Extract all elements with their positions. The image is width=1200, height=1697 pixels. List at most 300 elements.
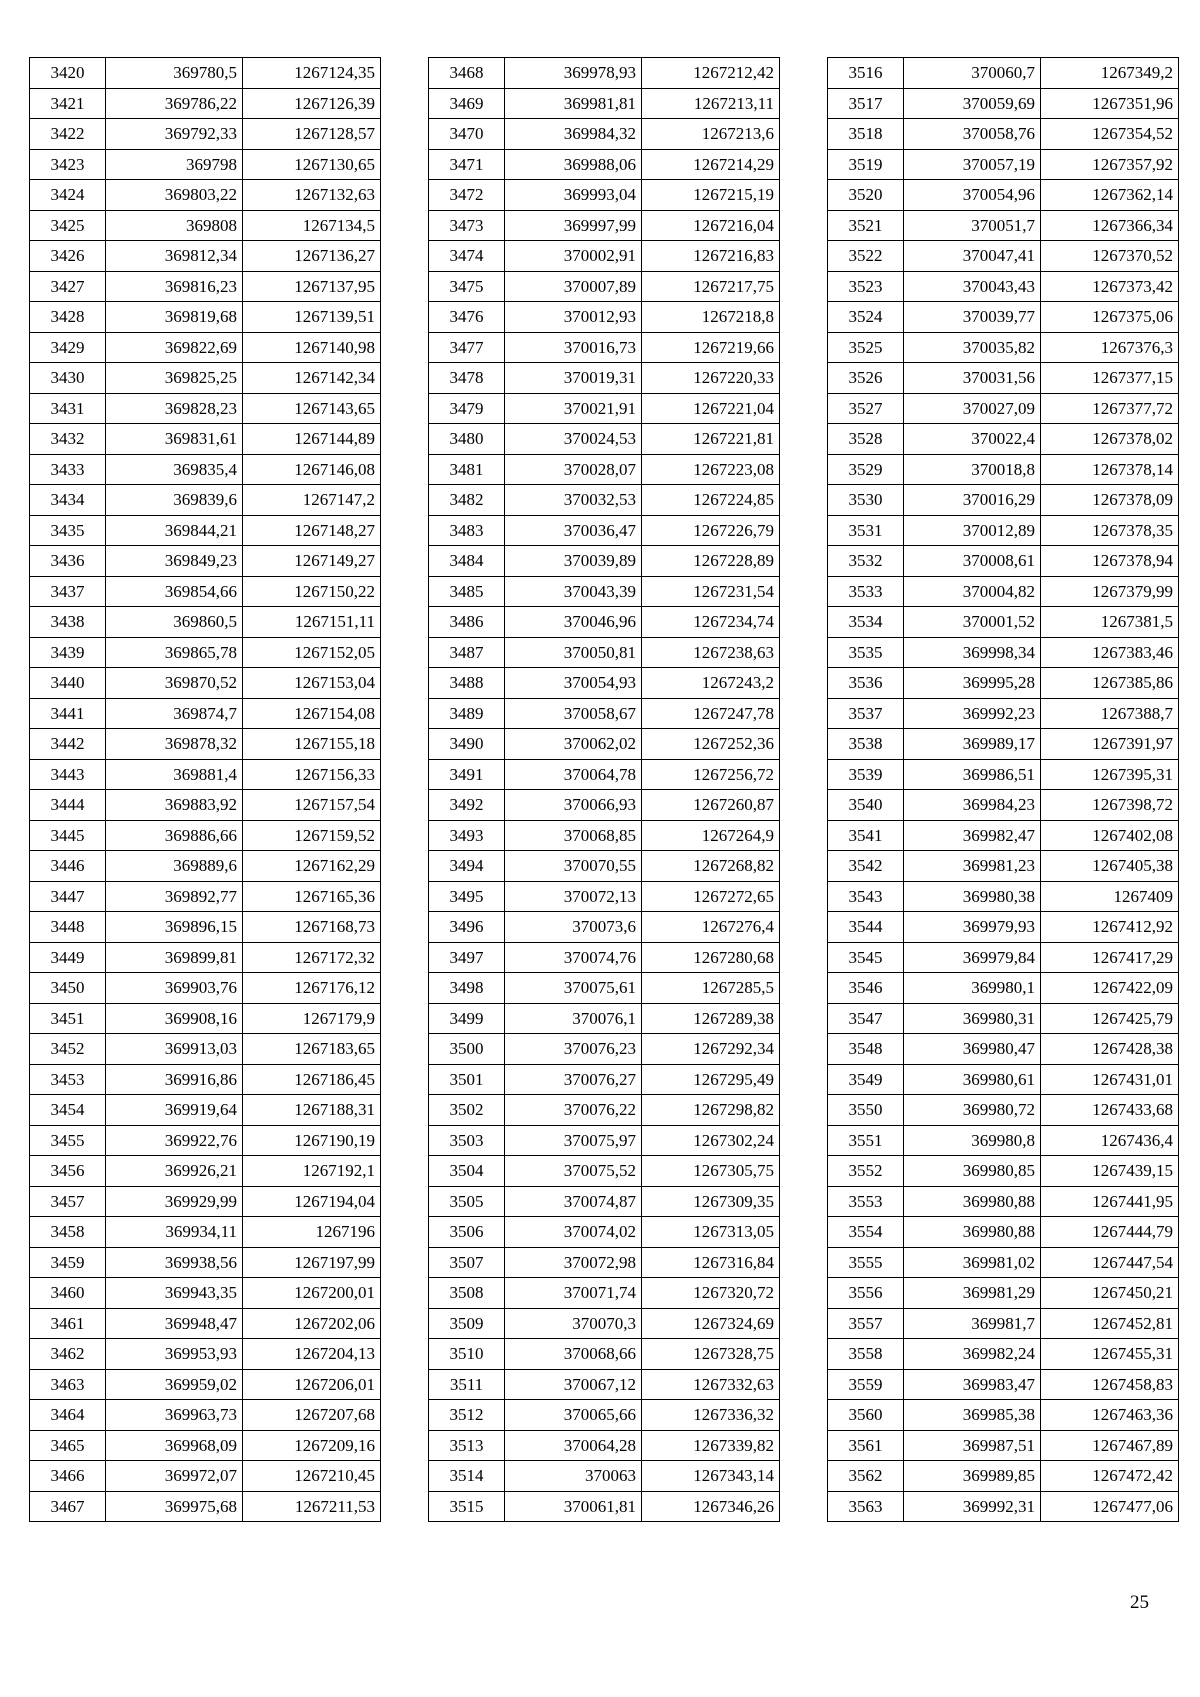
table-row <box>30 912 381 943</box>
x-coordinate-cell: 370070,55 <box>505 851 642 882</box>
x-coordinate-cell: 369984,32 <box>505 119 642 150</box>
point-number-cell: 3533 <box>828 576 904 607</box>
x-coordinate-cell: 369980,85 <box>904 1156 1041 1187</box>
table-row <box>828 1461 1179 1492</box>
x-coordinate-cell: 369916,86 <box>106 1064 243 1095</box>
x-coordinate-cell: 369997,99 <box>505 210 642 241</box>
table-row <box>429 1339 780 1370</box>
x-coordinate-cell: 369980,61 <box>904 1064 1041 1095</box>
point-number-cell: 3455 <box>30 1125 106 1156</box>
table-row <box>429 942 780 973</box>
table-row <box>429 58 780 89</box>
y-coordinate-cell: 1267351,96 <box>1041 88 1179 119</box>
point-number-cell: 3433 <box>30 454 106 485</box>
table-row <box>429 912 780 943</box>
point-number-cell: 3428 <box>30 302 106 333</box>
x-coordinate-cell: 370001,52 <box>904 607 1041 638</box>
y-coordinate-cell: 1267472,42 <box>1041 1461 1179 1492</box>
point-number-cell: 3487 <box>429 637 505 668</box>
y-coordinate-cell: 1267405,38 <box>1041 851 1179 882</box>
point-number-cell: 3515 <box>429 1491 505 1522</box>
y-coordinate-cell: 1267188,31 <box>243 1095 381 1126</box>
table-row <box>429 515 780 546</box>
point-number-cell: 3427 <box>30 271 106 302</box>
table-row <box>828 1247 1179 1278</box>
y-coordinate-cell: 1267452,81 <box>1041 1308 1179 1339</box>
point-number-cell: 3485 <box>429 576 505 607</box>
point-number-cell: 3447 <box>30 881 106 912</box>
x-coordinate-cell: 369926,21 <box>106 1156 243 1187</box>
y-coordinate-cell: 1267458,83 <box>1041 1369 1179 1400</box>
point-number-cell: 3514 <box>429 1461 505 1492</box>
table-row <box>30 942 381 973</box>
x-coordinate-cell: 370075,52 <box>505 1156 642 1187</box>
point-number-cell: 3512 <box>429 1400 505 1431</box>
x-coordinate-cell: 369998,34 <box>904 637 1041 668</box>
table-row <box>30 790 381 821</box>
point-number-cell: 3507 <box>429 1247 505 1278</box>
point-number-cell: 3553 <box>828 1186 904 1217</box>
table-row <box>828 1400 1179 1431</box>
x-coordinate-cell: 370075,61 <box>505 973 642 1004</box>
y-coordinate-cell: 1267377,15 <box>1041 363 1179 394</box>
table-row <box>30 1095 381 1126</box>
x-coordinate-cell: 370050,81 <box>505 637 642 668</box>
point-number-cell: 3555 <box>828 1247 904 1278</box>
table-row <box>828 363 1179 394</box>
point-number-cell: 3459 <box>30 1247 106 1278</box>
y-coordinate-cell: 1267165,36 <box>243 881 381 912</box>
x-coordinate-cell: 370074,02 <box>505 1217 642 1248</box>
point-number-cell: 3423 <box>30 149 106 180</box>
point-number-cell: 3480 <box>429 424 505 455</box>
x-coordinate-cell: 369860,5 <box>106 607 243 638</box>
y-coordinate-cell: 1267373,42 <box>1041 271 1179 302</box>
y-coordinate-cell: 1267190,19 <box>243 1125 381 1156</box>
table-row <box>30 1308 381 1339</box>
table-row <box>429 1095 780 1126</box>
point-number-cell: 3431 <box>30 393 106 424</box>
point-number-cell: 3476 <box>429 302 505 333</box>
y-coordinate-cell: 1267134,5 <box>243 210 381 241</box>
y-coordinate-cell: 1267378,02 <box>1041 424 1179 455</box>
y-coordinate-cell: 1267450,21 <box>1041 1278 1179 1309</box>
y-coordinate-cell: 1267309,35 <box>642 1186 780 1217</box>
table-row <box>429 332 780 363</box>
table-row <box>30 973 381 1004</box>
x-coordinate-cell: 370071,74 <box>505 1278 642 1309</box>
y-coordinate-cell: 1267224,85 <box>642 485 780 516</box>
table-row <box>429 210 780 241</box>
point-number-cell: 3439 <box>30 637 106 668</box>
x-coordinate-cell: 369938,56 <box>106 1247 243 1278</box>
point-number-cell: 3498 <box>429 973 505 1004</box>
y-coordinate-cell: 1267226,79 <box>642 515 780 546</box>
table-row <box>828 1034 1179 1065</box>
x-coordinate-cell: 370021,91 <box>505 393 642 424</box>
table-row <box>429 302 780 333</box>
x-coordinate-cell: 369979,93 <box>904 912 1041 943</box>
y-coordinate-cell: 1267206,01 <box>243 1369 381 1400</box>
y-coordinate-cell: 1267234,74 <box>642 607 780 638</box>
point-number-cell: 3488 <box>429 668 505 699</box>
x-coordinate-cell: 369886,66 <box>106 820 243 851</box>
x-coordinate-cell: 369792,33 <box>106 119 243 150</box>
x-coordinate-cell: 370012,89 <box>904 515 1041 546</box>
x-coordinate-cell: 370063 <box>505 1461 642 1492</box>
table-row <box>30 1064 381 1095</box>
x-coordinate-cell: 369980,1 <box>904 973 1041 1004</box>
table-row <box>30 1003 381 1034</box>
x-coordinate-cell: 369981,29 <box>904 1278 1041 1309</box>
y-coordinate-cell: 1267213,11 <box>642 88 780 119</box>
y-coordinate-cell: 1267436,4 <box>1041 1125 1179 1156</box>
y-coordinate-cell: 1267218,8 <box>642 302 780 333</box>
table-row <box>429 393 780 424</box>
y-coordinate-cell: 1267221,04 <box>642 393 780 424</box>
x-coordinate-cell: 369929,99 <box>106 1186 243 1217</box>
table-row <box>30 729 381 760</box>
y-coordinate-cell: 1267140,98 <box>243 332 381 363</box>
x-coordinate-cell: 370075,97 <box>505 1125 642 1156</box>
y-coordinate-cell: 1267313,05 <box>642 1217 780 1248</box>
table-row <box>828 393 1179 424</box>
point-number-cell: 3500 <box>429 1034 505 1065</box>
x-coordinate-cell: 369979,84 <box>904 942 1041 973</box>
y-coordinate-cell: 1267433,68 <box>1041 1095 1179 1126</box>
y-coordinate-cell: 1267316,84 <box>642 1247 780 1278</box>
table-row <box>30 546 381 577</box>
y-coordinate-cell: 1267302,24 <box>642 1125 780 1156</box>
y-coordinate-cell: 1267126,39 <box>243 88 381 119</box>
point-number-cell: 3460 <box>30 1278 106 1309</box>
point-number-cell: 3475 <box>429 271 505 302</box>
table-row <box>30 607 381 638</box>
y-coordinate-cell: 1267212,42 <box>642 58 780 89</box>
table-row <box>828 454 1179 485</box>
x-coordinate-cell: 369986,51 <box>904 759 1041 790</box>
point-number-cell: 3513 <box>429 1430 505 1461</box>
x-coordinate-cell: 369849,23 <box>106 546 243 577</box>
table-row <box>30 58 381 89</box>
x-coordinate-cell: 370058,67 <box>505 698 642 729</box>
table-row <box>429 546 780 577</box>
point-number-cell: 3472 <box>429 180 505 211</box>
y-coordinate-cell: 1267197,99 <box>243 1247 381 1278</box>
y-coordinate-cell: 1267289,38 <box>642 1003 780 1034</box>
x-coordinate-cell: 369980,72 <box>904 1095 1041 1126</box>
point-number-cell: 3508 <box>429 1278 505 1309</box>
point-number-cell: 3550 <box>828 1095 904 1126</box>
point-number-cell: 3522 <box>828 241 904 272</box>
x-coordinate-cell: 370064,28 <box>505 1430 642 1461</box>
point-number-cell: 3516 <box>828 58 904 89</box>
table-row <box>828 1003 1179 1034</box>
y-coordinate-cell: 1267425,79 <box>1041 1003 1179 1034</box>
y-coordinate-cell: 1267391,97 <box>1041 729 1179 760</box>
y-coordinate-cell: 1267357,92 <box>1041 149 1179 180</box>
point-number-cell: 3465 <box>30 1430 106 1461</box>
point-number-cell: 3537 <box>828 698 904 729</box>
point-number-cell: 3444 <box>30 790 106 821</box>
x-coordinate-cell: 369903,76 <box>106 973 243 1004</box>
x-coordinate-cell: 370028,07 <box>505 454 642 485</box>
table-row <box>429 1400 780 1431</box>
table-row <box>828 271 1179 302</box>
point-number-cell: 3523 <box>828 271 904 302</box>
table-row <box>30 1400 381 1431</box>
y-coordinate-cell: 1267142,34 <box>243 363 381 394</box>
table-row <box>828 790 1179 821</box>
point-number-cell: 3464 <box>30 1400 106 1431</box>
table-row <box>30 1186 381 1217</box>
y-coordinate-cell: 1267398,72 <box>1041 790 1179 821</box>
y-coordinate-cell: 1267431,01 <box>1041 1064 1179 1095</box>
table-row <box>30 759 381 790</box>
table-row <box>429 637 780 668</box>
table-row <box>828 1430 1179 1461</box>
table-row <box>828 424 1179 455</box>
x-coordinate-cell: 369892,77 <box>106 881 243 912</box>
y-coordinate-cell: 1267378,09 <box>1041 485 1179 516</box>
x-coordinate-cell: 369980,8 <box>904 1125 1041 1156</box>
y-coordinate-cell: 1267260,87 <box>642 790 780 821</box>
point-number-cell: 3557 <box>828 1308 904 1339</box>
y-coordinate-cell: 1267455,31 <box>1041 1339 1179 1370</box>
table-row <box>429 1247 780 1278</box>
y-coordinate-cell: 1267196 <box>243 1217 381 1248</box>
table-row <box>429 576 780 607</box>
x-coordinate-cell: 369948,47 <box>106 1308 243 1339</box>
y-coordinate-cell: 1267124,35 <box>243 58 381 89</box>
x-coordinate-cell: 370039,89 <box>505 546 642 577</box>
point-number-cell: 3425 <box>30 210 106 241</box>
y-coordinate-cell: 1267324,69 <box>642 1308 780 1339</box>
table-row <box>429 1217 780 1248</box>
point-number-cell: 3497 <box>429 942 505 973</box>
x-coordinate-cell: 369908,16 <box>106 1003 243 1034</box>
point-number-cell: 3559 <box>828 1369 904 1400</box>
y-coordinate-cell: 1267194,04 <box>243 1186 381 1217</box>
x-coordinate-cell: 370064,78 <box>505 759 642 790</box>
table-row <box>429 454 780 485</box>
y-coordinate-cell: 1267385,86 <box>1041 668 1179 699</box>
y-coordinate-cell: 1267216,83 <box>642 241 780 272</box>
point-number-cell: 3466 <box>30 1461 106 1492</box>
table-row <box>429 790 780 821</box>
table-row <box>30 332 381 363</box>
table-row <box>429 668 780 699</box>
point-number-cell: 3440 <box>30 668 106 699</box>
x-coordinate-cell: 370072,98 <box>505 1247 642 1278</box>
y-coordinate-cell: 1267151,11 <box>243 607 381 638</box>
y-coordinate-cell: 1267130,65 <box>243 149 381 180</box>
table-row <box>828 942 1179 973</box>
point-number-cell: 3561 <box>828 1430 904 1461</box>
x-coordinate-cell: 370057,19 <box>904 149 1041 180</box>
y-coordinate-cell: 1267152,05 <box>243 637 381 668</box>
point-number-cell: 3442 <box>30 729 106 760</box>
point-number-cell: 3441 <box>30 698 106 729</box>
table-row <box>429 1186 780 1217</box>
y-coordinate-cell: 1267370,52 <box>1041 241 1179 272</box>
x-coordinate-cell: 370074,87 <box>505 1186 642 1217</box>
x-coordinate-cell: 370066,93 <box>505 790 642 821</box>
table-row <box>429 424 780 455</box>
x-coordinate-cell: 369819,68 <box>106 302 243 333</box>
x-coordinate-cell: 370027,09 <box>904 393 1041 424</box>
x-coordinate-cell: 369975,68 <box>106 1491 243 1522</box>
point-number-cell: 3521 <box>828 210 904 241</box>
y-coordinate-cell: 1267376,3 <box>1041 332 1179 363</box>
y-coordinate-cell: 1267186,45 <box>243 1064 381 1095</box>
point-number-cell: 3489 <box>429 698 505 729</box>
y-coordinate-cell: 1267298,82 <box>642 1095 780 1126</box>
y-coordinate-cell: 1267204,13 <box>243 1339 381 1370</box>
coordinates-table-body <box>828 58 1179 1522</box>
point-number-cell: 3505 <box>429 1186 505 1217</box>
x-coordinate-cell: 369874,7 <box>106 698 243 729</box>
y-coordinate-cell: 1267215,19 <box>642 180 780 211</box>
table-row <box>30 1217 381 1248</box>
point-number-cell: 3492 <box>429 790 505 821</box>
point-number-cell: 3426 <box>30 241 106 272</box>
x-coordinate-cell: 369989,17 <box>904 729 1041 760</box>
point-number-cell: 3422 <box>30 119 106 150</box>
table-row <box>828 485 1179 516</box>
y-coordinate-cell: 1267200,01 <box>243 1278 381 1309</box>
y-coordinate-cell: 1267149,27 <box>243 546 381 577</box>
table-row <box>30 424 381 455</box>
x-coordinate-cell: 370043,39 <box>505 576 642 607</box>
x-coordinate-cell: 370004,82 <box>904 576 1041 607</box>
y-coordinate-cell: 1267146,08 <box>243 454 381 485</box>
point-number-cell: 3461 <box>30 1308 106 1339</box>
x-coordinate-cell: 369881,4 <box>106 759 243 790</box>
y-coordinate-cell: 1267128,57 <box>243 119 381 150</box>
table-row <box>828 119 1179 150</box>
table-row <box>828 973 1179 1004</box>
y-coordinate-cell: 1267155,18 <box>243 729 381 760</box>
y-coordinate-cell: 1267378,14 <box>1041 454 1179 485</box>
x-coordinate-cell: 369982,47 <box>904 820 1041 851</box>
table-row <box>828 1156 1179 1187</box>
y-coordinate-cell: 1267216,04 <box>642 210 780 241</box>
y-coordinate-cell: 1267207,68 <box>243 1400 381 1431</box>
table-row <box>429 88 780 119</box>
x-coordinate-cell: 369981,7 <box>904 1308 1041 1339</box>
table-row <box>429 363 780 394</box>
y-coordinate-cell: 1267192,1 <box>243 1156 381 1187</box>
point-number-cell: 3463 <box>30 1369 106 1400</box>
table-row <box>828 1064 1179 1095</box>
table-row <box>429 485 780 516</box>
point-number-cell: 3434 <box>30 485 106 516</box>
x-coordinate-cell: 369839,6 <box>106 485 243 516</box>
y-coordinate-cell: 1267221,81 <box>642 424 780 455</box>
x-coordinate-cell: 369981,23 <box>904 851 1041 882</box>
y-coordinate-cell: 1267447,54 <box>1041 1247 1179 1278</box>
table-row <box>30 698 381 729</box>
x-coordinate-cell: 370068,85 <box>505 820 642 851</box>
x-coordinate-cell: 370062,02 <box>505 729 642 760</box>
point-number-cell: 3479 <box>429 393 505 424</box>
point-number-cell: 3510 <box>429 1339 505 1370</box>
point-number-cell: 3451 <box>30 1003 106 1034</box>
point-number-cell: 3501 <box>429 1064 505 1095</box>
y-coordinate-cell: 1267467,89 <box>1041 1430 1179 1461</box>
table-row <box>828 820 1179 851</box>
point-number-cell: 3468 <box>429 58 505 89</box>
x-coordinate-cell: 370016,29 <box>904 485 1041 516</box>
table-row <box>30 1430 381 1461</box>
table-row <box>30 485 381 516</box>
point-number-cell: 3542 <box>828 851 904 882</box>
point-number-cell: 3549 <box>828 1064 904 1095</box>
y-coordinate-cell: 1267148,27 <box>243 515 381 546</box>
x-coordinate-cell: 370059,69 <box>904 88 1041 119</box>
table-row <box>429 1369 780 1400</box>
table-row <box>828 1125 1179 1156</box>
y-coordinate-cell: 1267441,95 <box>1041 1186 1179 1217</box>
x-coordinate-cell: 369822,69 <box>106 332 243 363</box>
table-row <box>429 1064 780 1095</box>
x-coordinate-cell: 369980,31 <box>904 1003 1041 1034</box>
y-coordinate-cell: 1267213,6 <box>642 119 780 150</box>
x-coordinate-cell: 369984,23 <box>904 790 1041 821</box>
x-coordinate-cell: 369987,51 <box>904 1430 1041 1461</box>
x-coordinate-cell: 369919,64 <box>106 1095 243 1126</box>
point-number-cell: 3450 <box>30 973 106 1004</box>
x-coordinate-cell: 369980,47 <box>904 1034 1041 1065</box>
y-coordinate-cell: 1267412,92 <box>1041 912 1179 943</box>
point-number-cell: 3471 <box>429 149 505 180</box>
coordinates-table-2 <box>428 57 780 1522</box>
x-coordinate-cell: 369889,6 <box>106 851 243 882</box>
point-number-cell: 3532 <box>828 546 904 577</box>
x-coordinate-cell: 369803,22 <box>106 180 243 211</box>
y-coordinate-cell: 1267136,27 <box>243 241 381 272</box>
y-coordinate-cell: 1267336,32 <box>642 1400 780 1431</box>
x-coordinate-cell: 369985,38 <box>904 1400 1041 1431</box>
y-coordinate-cell: 1267378,94 <box>1041 546 1179 577</box>
table-row <box>429 271 780 302</box>
point-number-cell: 3437 <box>30 576 106 607</box>
table-row <box>828 759 1179 790</box>
coordinates-table-1 <box>29 57 381 1522</box>
x-coordinate-cell: 370019,31 <box>505 363 642 394</box>
x-coordinate-cell: 369816,23 <box>106 271 243 302</box>
point-number-cell: 3563 <box>828 1491 904 1522</box>
x-coordinate-cell: 370065,66 <box>505 1400 642 1431</box>
y-coordinate-cell: 1267444,79 <box>1041 1217 1179 1248</box>
point-number-cell: 3541 <box>828 820 904 851</box>
point-number-cell: 3504 <box>429 1156 505 1187</box>
point-number-cell: 3474 <box>429 241 505 272</box>
table-row <box>828 637 1179 668</box>
y-coordinate-cell: 1267143,65 <box>243 393 381 424</box>
table-row <box>828 668 1179 699</box>
table-row <box>429 180 780 211</box>
point-number-cell: 3517 <box>828 88 904 119</box>
point-number-cell: 3530 <box>828 485 904 516</box>
x-coordinate-cell: 369934,11 <box>106 1217 243 1248</box>
y-coordinate-cell: 1267305,75 <box>642 1156 780 1187</box>
table-row <box>30 363 381 394</box>
x-coordinate-cell: 370007,89 <box>505 271 642 302</box>
y-coordinate-cell: 1267231,54 <box>642 576 780 607</box>
x-coordinate-cell: 370076,23 <box>505 1034 642 1065</box>
